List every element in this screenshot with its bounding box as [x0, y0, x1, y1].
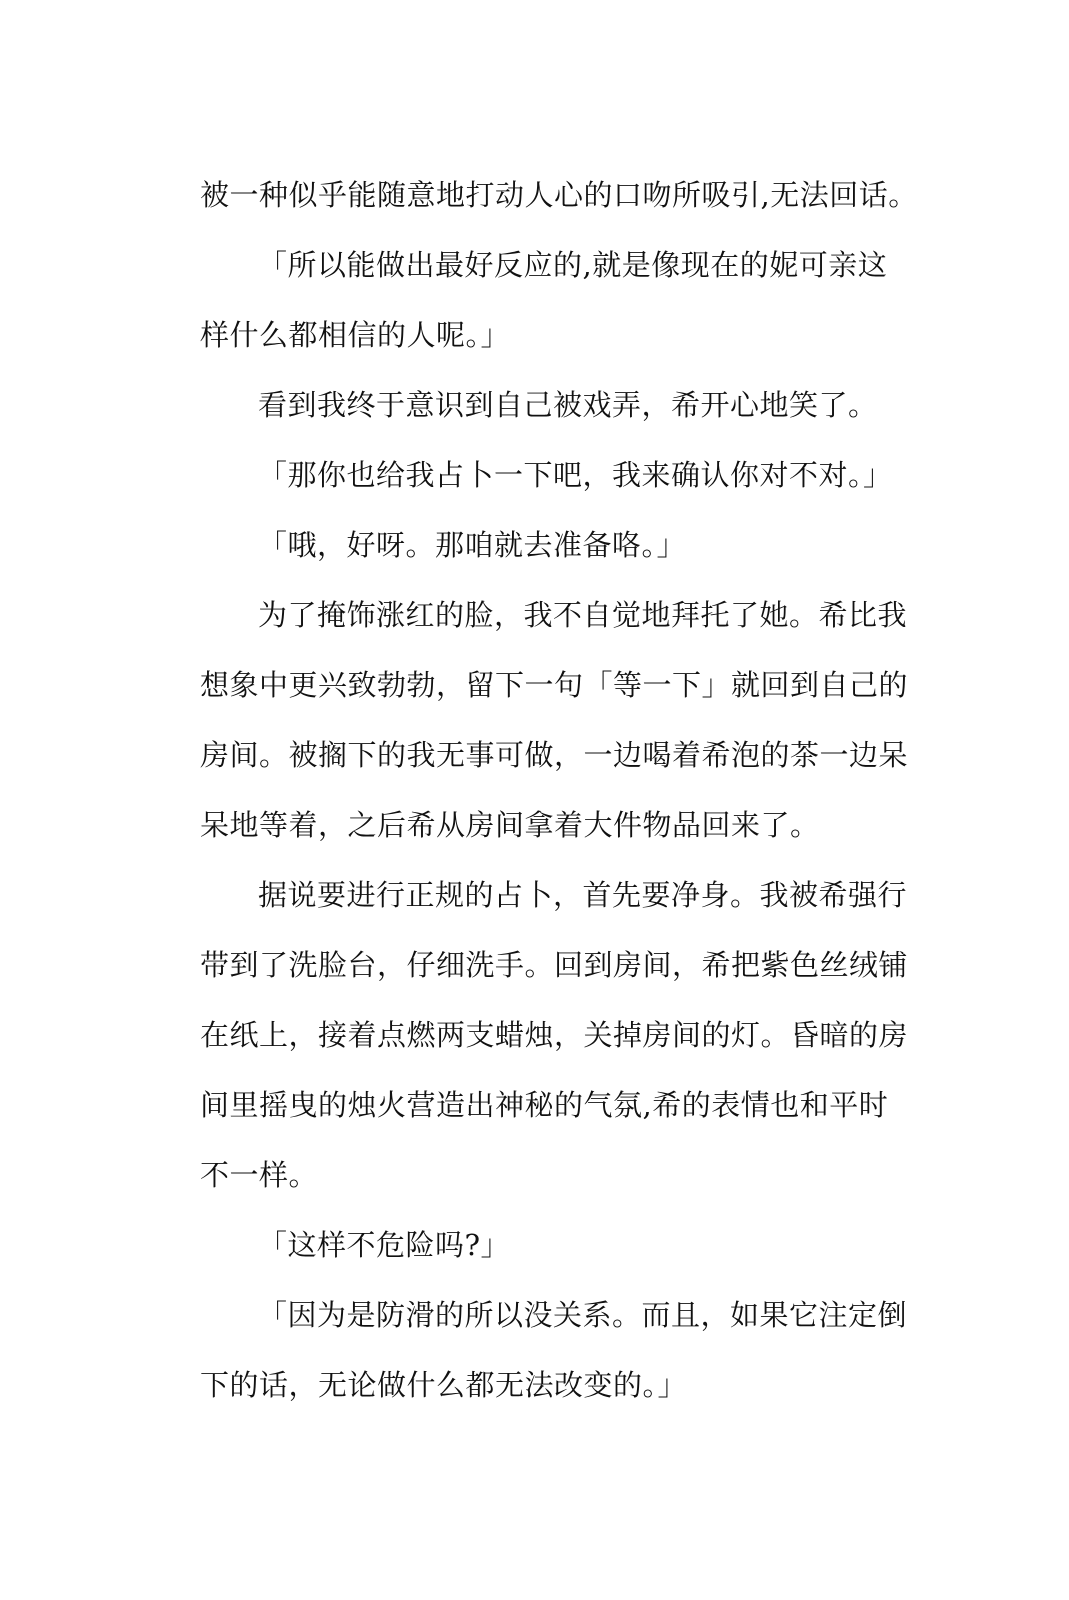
text-line: 想象中更兴致勃勃，留下一句「等一下」就回到自己的	[200, 668, 909, 702]
text-line: 「因为是防滑的所以没关系。而且，如果它注定倒	[258, 1298, 908, 1332]
text-line: 「哦，好呀。那咱就去准备咯。」	[258, 528, 687, 562]
body-text	[200, 160, 918, 1420]
text-line: 据说要进行正规的占卜，首先要净身。我被希强行	[258, 878, 908, 912]
text-line: 被一种似乎能随意地打动人心的口吻所吸引,无法回话。	[200, 178, 918, 212]
text-line: 「所以能做出最好反应的,就是像现在的妮可亲这	[258, 248, 888, 282]
text-line: 在纸上，接着点燃两支蜡烛，关掉房间的灯。昏暗的房	[200, 1018, 909, 1052]
text-line: 「那你也给我占卜一下吧，我来确认你对不对。」	[258, 458, 893, 492]
text-line: 样什么都相信的人呢。」	[200, 318, 511, 352]
text-line: 看到我终于意识到自己被戏弄，希开心地笑了。	[258, 388, 878, 422]
text-line: 不一样。	[200, 1158, 319, 1192]
text-line: 间里摇曳的烛火营造出神秘的气氛,希的表情也和平时	[200, 1088, 889, 1122]
text-line: 房间。被搁下的我无事可做，一边喝着希泡的茶一边呆	[200, 738, 909, 772]
text-line: 呆地等着，之后希从房间拿着大件物品回来了。	[200, 808, 820, 842]
text-line: 带到了洗脸台，仔细洗手。回到房间，希把紫色丝绒铺	[200, 948, 909, 982]
text-line: 为了掩饰涨红的脸，我不自觉地拜托了她。希比我	[258, 598, 908, 632]
text-line: 「这样不危险吗?」	[258, 1228, 511, 1262]
text-line: 下的话，无论做什么都无法改变的。」	[200, 1368, 688, 1402]
